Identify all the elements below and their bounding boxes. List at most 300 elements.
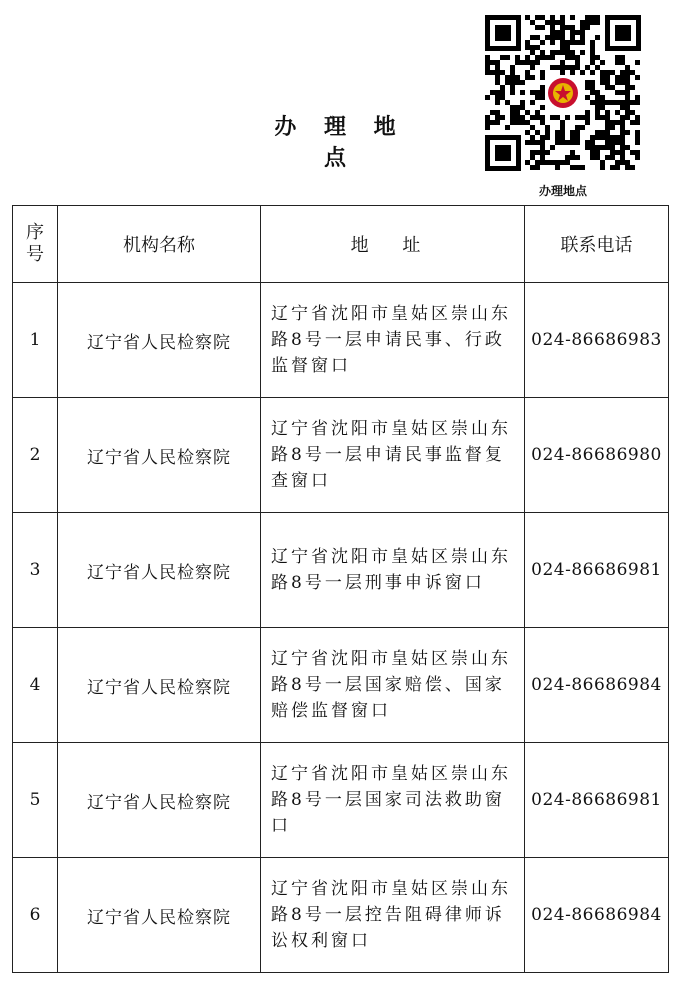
qr-module	[605, 80, 610, 85]
qr-module	[560, 20, 565, 25]
qr-module	[540, 120, 545, 125]
qr-module	[550, 30, 555, 35]
qr-module	[510, 85, 515, 90]
qr-module	[495, 100, 500, 105]
qr-module	[620, 90, 625, 95]
qr-module	[520, 80, 525, 85]
handling-locations-table	[12, 205, 669, 973]
qr-module	[485, 95, 490, 100]
qr-module	[620, 155, 625, 160]
qr-module	[615, 60, 620, 65]
qr-module	[635, 100, 640, 105]
qr-module	[555, 50, 560, 55]
qr-module	[595, 135, 600, 140]
qr-module	[580, 125, 585, 130]
qr-module	[635, 115, 640, 120]
qr-module	[615, 150, 620, 155]
qr-module	[555, 20, 560, 25]
qr-module	[575, 165, 580, 170]
qr-module	[635, 95, 640, 100]
qr-module	[625, 145, 630, 150]
table-row	[13, 283, 669, 398]
qr-module	[610, 125, 615, 130]
qr-module	[605, 120, 610, 125]
row-org: 辽宁省人民检察院	[58, 513, 261, 628]
row-org: 辽宁省人民检察院	[58, 858, 261, 973]
qr-module	[605, 125, 610, 130]
qr-module	[585, 15, 590, 20]
qr-module	[615, 120, 620, 125]
qr-module	[525, 140, 530, 145]
row-address: 辽宁省沈阳市皇姑区崇山东路8号一层国家赔偿、国家赔偿监督窗口	[261, 628, 525, 743]
qr-module	[560, 160, 565, 165]
qr-module	[615, 80, 620, 85]
qr-module	[500, 90, 505, 95]
table-row	[13, 513, 669, 628]
qr-module	[545, 20, 550, 25]
qr-finder-top-left	[485, 15, 521, 51]
qr-module	[610, 165, 615, 170]
qr-module	[535, 55, 540, 60]
qr-module	[560, 135, 565, 140]
qr-module	[620, 75, 625, 80]
qr-module	[530, 45, 535, 50]
qr-module	[560, 25, 565, 30]
qr-module	[570, 150, 575, 155]
row-index: 3	[13, 513, 58, 628]
row-org: 辽宁省人民检察院	[58, 743, 261, 858]
qr-module	[590, 85, 595, 90]
qr-module	[520, 90, 525, 95]
qr-module	[495, 90, 500, 95]
qr-module	[590, 80, 595, 85]
header-address: 地 址	[261, 206, 525, 283]
qr-module	[580, 115, 585, 120]
qr-module	[530, 75, 535, 80]
qr-module	[625, 160, 630, 165]
qr-module	[545, 160, 550, 165]
qr-module	[535, 115, 540, 120]
row-org: 辽宁省人民检察院	[58, 398, 261, 513]
qr-module	[530, 115, 535, 120]
qr-module	[580, 30, 585, 35]
qr-module	[560, 130, 565, 135]
qr-module	[595, 105, 600, 110]
qr-module	[600, 165, 605, 170]
qr-caption: 办理地点	[538, 184, 587, 198]
qr-module	[540, 50, 545, 55]
qr-module	[550, 145, 555, 150]
qr-module	[570, 130, 575, 135]
row-address: 辽宁省沈阳市皇姑区崇山东路8号一层控告阻碍律师诉讼权利窗口	[261, 858, 525, 973]
qr-module	[485, 120, 490, 125]
qr-module	[590, 70, 595, 75]
qr-module	[575, 30, 580, 35]
qr-module	[540, 40, 545, 45]
qr-module	[590, 135, 595, 140]
qr-module	[565, 65, 570, 70]
qr-module	[530, 35, 535, 40]
qr-module	[565, 50, 570, 55]
qr-module	[540, 75, 545, 80]
qr-module	[530, 155, 535, 160]
qr-module	[485, 60, 490, 65]
qr-module	[585, 85, 590, 90]
qr-module	[545, 125, 550, 130]
qr-module	[605, 140, 610, 145]
qr-module	[635, 155, 640, 160]
qr-module	[590, 145, 595, 150]
table-row	[13, 858, 669, 973]
qr-finder-bottom-left	[485, 135, 521, 171]
qr-module	[495, 115, 500, 120]
qr-module	[535, 130, 540, 135]
qr-module	[575, 140, 580, 145]
qr-module	[495, 120, 500, 125]
qr-module	[560, 70, 565, 75]
qr-module	[600, 105, 605, 110]
qr-module	[565, 55, 570, 60]
qr-module	[535, 35, 540, 40]
qr-module	[570, 40, 575, 45]
row-index: 2	[13, 398, 58, 513]
qr-module	[585, 65, 590, 70]
qr-module	[525, 75, 530, 80]
qr-module	[620, 160, 625, 165]
qr-module	[560, 40, 565, 45]
qr-module	[545, 150, 550, 155]
qr-module	[605, 130, 610, 135]
qr-module	[525, 40, 530, 45]
qr-module	[620, 60, 625, 65]
qr-module	[625, 115, 630, 120]
qr-module	[630, 110, 635, 115]
qr-module	[550, 35, 555, 40]
qr-module	[525, 130, 530, 135]
qr-module	[540, 90, 545, 95]
qr-module	[615, 110, 620, 115]
table-header-row	[13, 206, 669, 283]
row-index: 4	[13, 628, 58, 743]
qr-module	[540, 150, 545, 155]
qr-module	[505, 100, 510, 105]
qr-module	[540, 15, 545, 20]
qr-module	[585, 145, 590, 150]
qr-module	[490, 60, 495, 65]
qr-module	[560, 125, 565, 130]
row-address: 辽宁省沈阳市皇姑区崇山东路8号一层申请民事监督复查窗口	[261, 398, 525, 513]
qr-module	[605, 110, 610, 115]
qr-module	[610, 100, 615, 105]
row-phone: 024-86686980	[525, 398, 669, 513]
qr-module	[485, 70, 490, 75]
qr-module	[515, 80, 520, 85]
qr-module	[575, 60, 580, 65]
qr-module	[540, 145, 545, 150]
qr-module	[615, 100, 620, 105]
qr-module	[610, 120, 615, 125]
qr-module	[510, 75, 515, 80]
qr-module	[570, 140, 575, 145]
qr-module	[595, 95, 600, 100]
qr-module	[575, 155, 580, 160]
table-row	[13, 398, 669, 513]
table-row	[13, 743, 669, 858]
qr-module	[615, 55, 620, 60]
qr-module	[515, 115, 520, 120]
qr-module	[565, 40, 570, 45]
row-phone: 024-86686984	[525, 628, 669, 743]
qr-module	[570, 30, 575, 35]
qr-module	[540, 85, 545, 90]
qr-module	[535, 25, 540, 30]
qr-module	[590, 55, 595, 60]
qr-module	[530, 150, 535, 155]
qr-module	[635, 75, 640, 80]
qr-module	[555, 160, 560, 165]
qr-module	[580, 40, 585, 45]
qr-module	[610, 135, 615, 140]
qr-module	[595, 15, 600, 20]
qr-module	[540, 115, 545, 120]
page-title: 办 理 地 点	[274, 115, 406, 171]
qr-module	[600, 130, 605, 135]
qr-module	[560, 65, 565, 70]
qr-module	[525, 160, 530, 165]
qr-module	[550, 65, 555, 70]
qr-module	[555, 115, 560, 120]
qr-module	[560, 140, 565, 145]
qr-module	[550, 15, 555, 20]
qr-module	[545, 55, 550, 60]
row-phone: 024-86686984	[525, 858, 669, 973]
qr-module	[600, 115, 605, 120]
qr-module	[605, 85, 610, 90]
qr-module	[555, 65, 560, 70]
qr-module	[540, 155, 545, 160]
qr-module	[485, 115, 490, 120]
table-row	[13, 628, 669, 743]
qr-module	[490, 120, 495, 125]
qr-module	[510, 80, 515, 85]
qr-module	[590, 20, 595, 25]
qr-module	[610, 85, 615, 90]
qr-module	[585, 120, 590, 125]
qr-module	[610, 70, 615, 75]
qr-module	[490, 70, 495, 75]
qr-module	[565, 155, 570, 160]
qr-module	[580, 25, 585, 30]
qr-module	[560, 50, 565, 55]
qr-module	[605, 155, 610, 160]
qr-module	[565, 115, 570, 120]
qr-module	[620, 125, 625, 130]
qr-module	[540, 95, 545, 100]
qr-module	[620, 145, 625, 150]
qr-module	[495, 95, 500, 100]
qr-module	[620, 150, 625, 155]
qr-module	[550, 20, 555, 25]
qr-module	[570, 50, 575, 55]
qr-module	[540, 160, 545, 165]
qr-module	[545, 135, 550, 140]
qr-module	[535, 45, 540, 50]
row-index: 6	[13, 858, 58, 973]
qr-module	[495, 70, 500, 75]
qr-module	[575, 115, 580, 120]
qr-module	[615, 165, 620, 170]
qr-module	[540, 135, 545, 140]
qr-module	[585, 25, 590, 30]
qr-module	[605, 115, 610, 120]
qr-module	[540, 140, 545, 145]
procuratorate-emblem-icon	[546, 76, 580, 110]
qr-module	[620, 115, 625, 120]
row-address: 辽宁省沈阳市皇姑区崇山东路8号一层刑事申诉窗口	[261, 513, 525, 628]
qr-module	[580, 70, 585, 75]
row-org: 辽宁省人民检察院	[58, 283, 261, 398]
qr-module	[535, 140, 540, 145]
qr-module	[590, 15, 595, 20]
row-org: 辽宁省人民检察院	[58, 628, 261, 743]
qr-module	[530, 65, 535, 70]
qr-module	[590, 60, 595, 65]
qr-module	[560, 120, 565, 125]
qr-module	[490, 110, 495, 115]
qr-module	[595, 90, 600, 95]
qr-module	[510, 110, 515, 115]
qr-module	[570, 65, 575, 70]
qr-module	[630, 70, 635, 75]
qr-module	[620, 120, 625, 125]
qr-module	[585, 140, 590, 145]
qr-code-graphic	[482, 12, 644, 174]
qr-module	[635, 120, 640, 125]
qr-module	[550, 160, 555, 165]
qr-module	[615, 140, 620, 145]
qr-module	[600, 100, 605, 105]
qr-module	[510, 70, 515, 75]
qr-module	[595, 65, 600, 70]
qr-module	[530, 100, 535, 105]
qr-module	[525, 110, 530, 115]
qr-module	[565, 25, 570, 30]
qr-module	[570, 135, 575, 140]
qr-module	[630, 85, 635, 90]
qr-module	[515, 105, 520, 110]
qr-module	[600, 60, 605, 65]
qr-module	[535, 90, 540, 95]
qr-module	[500, 70, 505, 75]
qr-module	[635, 60, 640, 65]
qr-module	[620, 105, 625, 110]
qr-module	[620, 140, 625, 145]
qr-module	[595, 35, 600, 40]
qr-module	[630, 150, 635, 155]
row-address: 辽宁省沈阳市皇姑区崇山东路8号一层申请民事、行政监督窗口	[261, 283, 525, 398]
qr-module	[590, 140, 595, 145]
row-index: 5	[13, 743, 58, 858]
qr-module	[625, 105, 630, 110]
qr-module	[635, 150, 640, 155]
qr-module	[605, 145, 610, 150]
qr-module	[525, 70, 530, 75]
header-index-line2: 号	[26, 244, 44, 265]
row-index: 1	[13, 283, 58, 398]
qr-module	[600, 70, 605, 75]
qr-module	[530, 20, 535, 25]
qr-module	[625, 70, 630, 75]
qr-module	[550, 55, 555, 60]
qr-module	[620, 130, 625, 135]
qr-module	[515, 120, 520, 125]
qr-module	[535, 165, 540, 170]
qr-module	[625, 85, 630, 90]
qr-module	[570, 155, 575, 160]
qr-module	[525, 55, 530, 60]
qr-module	[585, 115, 590, 120]
qr-module	[610, 140, 615, 145]
qr-module	[595, 155, 600, 160]
qr-module	[510, 65, 515, 70]
qr-module	[485, 65, 490, 70]
qr-module	[555, 140, 560, 145]
qr-module	[520, 120, 525, 125]
qr-module	[555, 130, 560, 135]
qr-module	[590, 100, 595, 105]
qr-module	[540, 25, 545, 30]
qr-module	[575, 65, 580, 70]
qr-finder-top-right	[605, 15, 641, 51]
qr-module	[595, 145, 600, 150]
qr-module	[595, 110, 600, 115]
qr-module	[625, 80, 630, 85]
qr-module	[510, 120, 515, 125]
header-org: 机构名称	[58, 206, 261, 283]
qr-module	[540, 55, 545, 60]
qr-module	[595, 115, 600, 120]
qr-module	[590, 155, 595, 160]
qr-module	[570, 165, 575, 170]
qr-module	[530, 165, 535, 170]
qr-module	[610, 155, 615, 160]
qr-module	[545, 35, 550, 40]
qr-module	[610, 150, 615, 155]
qr-module	[580, 165, 585, 170]
qr-module	[605, 70, 610, 75]
qr-module	[525, 60, 530, 65]
qr-module	[550, 25, 555, 30]
qr-module	[550, 40, 555, 45]
qr-module	[620, 135, 625, 140]
qr-module	[530, 60, 535, 65]
qr-module	[625, 90, 630, 95]
qr-module	[555, 30, 560, 35]
header-index-line1: 序	[26, 222, 44, 243]
qr-module	[615, 160, 620, 165]
qr-module	[570, 15, 575, 20]
qr-module	[620, 70, 625, 75]
qr-module	[555, 35, 560, 40]
qr-module	[515, 75, 520, 80]
qr-module	[600, 135, 605, 140]
row-phone: 024-86686981	[525, 513, 669, 628]
qr-module	[580, 20, 585, 25]
qr-module	[620, 55, 625, 60]
qr-module	[510, 105, 515, 110]
qr-module	[520, 60, 525, 65]
qr-module	[625, 110, 630, 115]
